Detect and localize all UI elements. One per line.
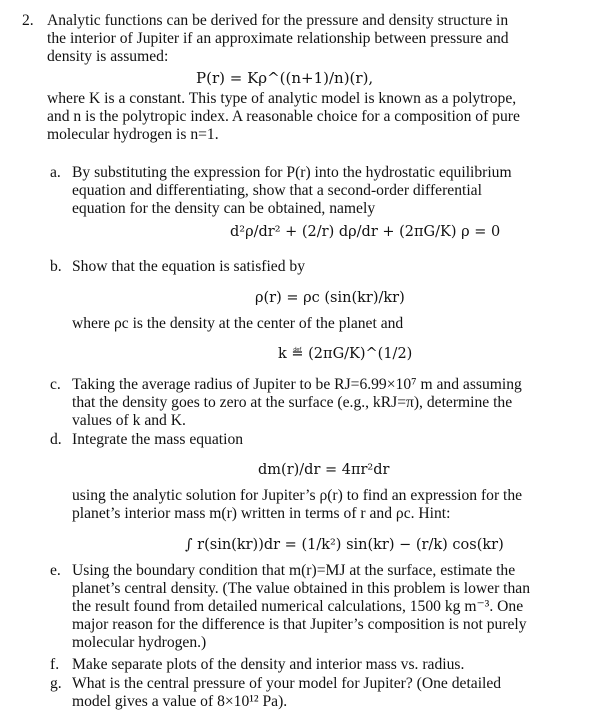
part-e-line-2: planet’s central density. (The value obtained in this problem is lower than: [72, 580, 531, 597]
part-e-line-5: molecular hydrogen.): [72, 634, 207, 651]
part-e-label: e.: [50, 562, 61, 579]
part-e-line-3: the result found from detailed numerical calculations, 1500 kg m⁻³. One: [72, 598, 524, 615]
intro-line-3: density is assumed:: [47, 48, 169, 65]
equation-b: ρ(r) = ρc (sin(kr)/kr): [255, 290, 405, 306]
part-d-line: Integrate the mass equation: [72, 431, 244, 448]
intro-line-2: the interior of Jupiter if an approximate relationship between pressure and: [47, 30, 509, 47]
equation-polytrope: P(r) = Kρ^((n+1)/n)(r),: [196, 69, 374, 87]
part-f-label: f.: [50, 656, 60, 673]
part-c-line-2: that the density goes to zero at the surface (e.g., kRJ=π), determine the: [72, 394, 513, 411]
part-b-where: where ρc is the density at the center of the planet and: [72, 315, 404, 332]
part-e-line-1: Using the boundary condition that m(r)=MJ at the surface, estimate the: [72, 562, 516, 579]
part-c-label: c.: [50, 376, 61, 393]
para-line-1: where K is a constant. This type of analytic model is known as a polytrope,: [47, 90, 517, 107]
part-a-line-1: By substituting the expression for P(r) into the hydrostatic equilibrium: [72, 164, 512, 181]
part-a-line-3: equation for the density can be obtained, namely: [72, 200, 376, 217]
problem-number: 2.: [22, 12, 34, 29]
part-c-line-3: values of k and K.: [72, 412, 186, 429]
part-d-line-3: planet’s interior mass m(r) written in terms of r and ρc. Hint:: [72, 505, 451, 522]
part-g-label: g.: [50, 675, 62, 692]
para-line-2: and n is the polytropic index. A reasonable choice for a composition of pure: [47, 108, 520, 125]
part-b-line: Show that the equation is satisfied by: [72, 258, 306, 275]
equation-d: dm(r)/dr = 4πr²dr: [258, 462, 390, 478]
part-a-label: a.: [50, 164, 61, 181]
part-d-line-2: using the analytic solution for Jupiter’s ρ(r) to find an expression for the: [72, 487, 523, 504]
intro-line-1: Analytic functions can be derived for the pressure and density structure in: [47, 12, 509, 29]
part-a-line-2: equation and differentiating, show that a second-order differential: [72, 182, 482, 199]
part-e-line-4: major reason for the difference is that Jupiter’s composition is not purely: [72, 616, 527, 633]
equation-hint: ∫ r(sin(kr))dr = (1/k²) sin(kr) − (r/k) cos(kr): [185, 537, 504, 553]
para-line-3: molecular hydrogen is n=1.: [47, 126, 219, 143]
part-g-line-1: What is the central pressure of your model for Jupiter? (One detailed: [72, 675, 502, 692]
equation-a: d²ρ/dr² + (2/r) dρ/dr + (2πG/K) ρ = 0: [230, 224, 501, 240]
part-d-label: d.: [50, 431, 62, 448]
part-f-line: Make separate plots of the density and interior mass vs. radius.: [72, 656, 465, 673]
part-g-line-2: model gives a value of 8×10¹² Pa).: [72, 693, 288, 710]
equation-k: k ≝ (2πG/K)^(1/2): [278, 346, 413, 362]
part-b-label: b.: [50, 258, 62, 275]
part-c-line-1: Taking the average radius of Jupiter to be RJ=6.99×10⁷ m and assuming: [72, 376, 522, 393]
